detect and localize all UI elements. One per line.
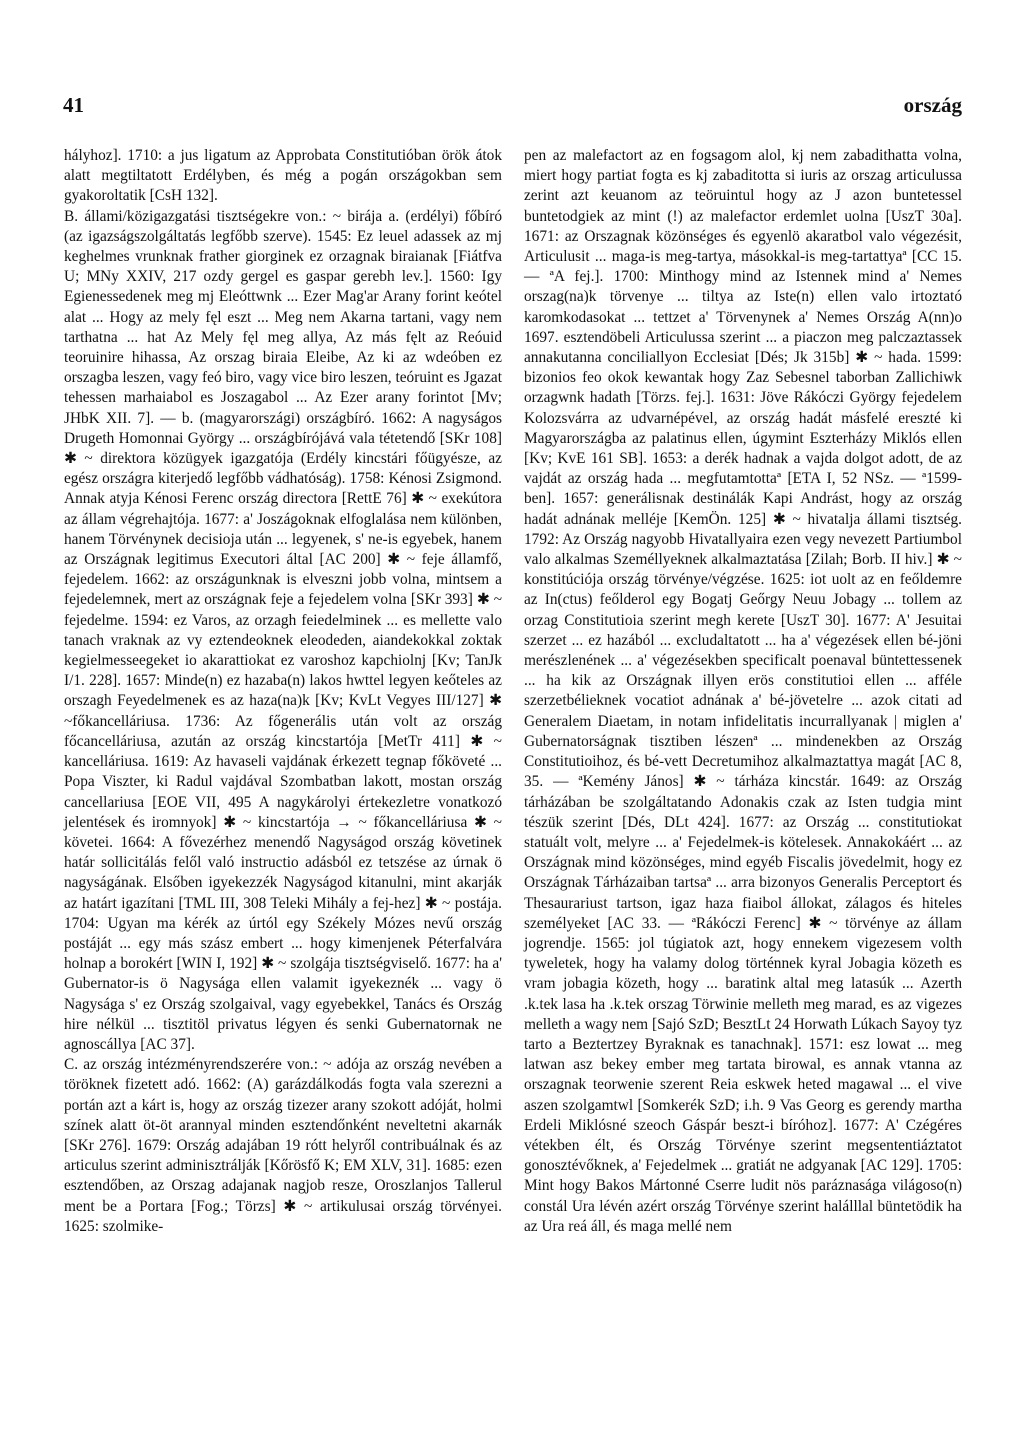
entry-paragraph: C. az ország intézményrendszerére von.: ~ adója az ország nevében a töröknek fizetett adó. 1662: (A) garázdálkodás fogta vala szerezni a portán azt a kárt is, hogy az ország tizezer arany szokott adóját, holmi színek alatt öt-öt arannyal minden esztendőnként neveltetni akarnák [SKr 276]. 1679: Ország adajában 19 rótt helyről contribuálnak és az articulus szerint adminisztrálják [Kőrösfő K; EM XLV, 31]. 1685: ezen esztendőben, az Orszag adajanak nagjob resze, Oroszlanjos Tallerul ment be a Portara [Fog.; Törzs] ✱ ~ artikulusai ország törvényei. 1625: szolmike-	[64, 1056, 502, 1235]
entry-paragraph: hályhoz]. 1710: a jus ligatum az Approbata Constitutióban örök átok alatt megtiltatott Erdélyben, és még a pogán országokban sem gyakoroltatik [CsH 132].	[64, 147, 502, 205]
left-column	[64, 146, 502, 1237]
entry-paragraph: pen az malefactort az en fogsagom alol, kj nem zabadithatta volna, miert hogy partiat fogta es kj zabaditotta si iuris az orszag articulussa zerint azt keuanom az teöruintul hogy az J azon buntetessel buntetodgiek az mint (!) az malefactor erdemlet uolna [UszT 30a]. 1671: az Orszagnak közönséges és egyenlö akaratbol valo végezésit, Articulusit ... maga-is meg-tartya, másokkal-is meg-tartattyaª [CC 15. — ªA fej.]. 1700: Minthogy mind az Istennek mind a' Nemes orszag(na)k törvenye ... tiltya az Iste(n) ellen valo irtoztató karomkodasokat ... tettzet a' Törvenynek a' Nemes Ország A(nn)o 1697. esztendöbeli Articulussa szerint ... a piaczon meg palczaztassek annakutanna conciliallyon Ecclesiat [Dés; Jk 315b] ✱ ~ hada. 1599: bizonios feo okok kewantak hogy Zaz Sebesnel taborban Zallichiwk orzagwnk hadath [Törzs. fej.]. 1631: Jöve Rákóczi György fejedelem Kolozsvárra az udvarnépével, az ország hadát másfelé ereszté ki Magyarországba az palatinus ellen, úgymint Eszterházy Miklós ellen [Kv; KvE 161 SB]. 1653: a derék hadnak a vajda dolgot adott, de az vajdát az ország hada ... megfutamtottaª [ETA I, 52 NSz. — ª1599-ben]. 1657: generálisnak destinálák Kapi Andrást, hogy az ország hadát adnának melléje [KemÖn. 125] ✱ ~ hivatalja állami tisztség. 1792: Az Ország nagyobb Hivatallyaira ezen vegy nevezett Partiumbol valo alkalmas Személlyeknek alkalmaztatása [Zilah; Borb. II hiv.] ✱ ~ konstitúciója ország törvénye/végzése. 1625: iot uolt az en feőldemre az In(ctus) feőlderol egy Bogatj Geőrgy Neuu Jobagy ... tollem az orzag Constitutioia szerint megh kerete [UszT 30]. 1677: A' Jesuitai szerzet ... ez hazából ... excludaltatott ... ha a' végezések ellen bé-jöni merészlenének ... a' végezésekben specificalt poenaval büntettessenek ... ha kik az Országnak illyen erös constitutioi ellen ... afféle szerzetbélieknek vocatiot adnának a' bé-jövetelre ... azok citati ad Generalem Diaetam, in notam infidelitatis incurrallyanak | miglen a' Gubernatorságnak tisztiben lészenª ... mindenekben az Ország Constitutioihoz, és bé-vett Decretumihoz alkalmaztattya magát [AC 8, 35. — ªKemény János] ✱ ~ tárháza kincstár. 1649: az Ország tárházában be szolgáltatando Adonakis czak az Isten tudgia mint tészük szerint [Dés, DLt 424]. 1677: az Ország ... constitutiokat statuált volt, melyre ... a' Fejedelmek-is kötelesek. Annakokáért ... az Országnak mind közönséges, mind egyéb Fiscalis jövedelmit, hogy ez Országnak Tárházaiban tartsaª ... arra bizonyos Generalis Perceptort és Thesaurariust tartson, igaz haza fiaibol állokat, zálagos és hiteles személyeket [AC 33. — ªRákóczi Ferenc] ✱ ~ törvénye az állam jogrendje. 1565: jol túgiatok azt, hogy ennekem vigezesem volth tyweletek, hogy ha valamy dolog történnek kyral Jobagia közeth es vram jobagia közeth, hogy ... baratink altal meg latasúk ... Azerth .k.tek lasa ha .k.tek orszag Törwinie melleth meg marad, es az vigezes melleth a wagy nem [Sajó SzD; BesztLt 24 Horwath Lúkach Sayoy tyz tarto a Beztertzey Byraknak es tanachnak]. 1571: esz lowat ... meg latwan asz bekey ember meg tartata birowal, es annak vtanna az orszagnak teorwenie szerent Reia eskwek heted magawal ... el vive aszen szolgamtwl [Somkerék SzD; i.h. 9 Vas Georg es gerendy martha Erdeli Miklósné szeoch Gáspár beszt-i bíróhoz]. 1677: A' Czégéres vétekben élt, és Ország Törvénye szerint megsententiáztatot gonosztévőknek, a' Fejedelmek ... gratiát ne adgyanak [AC 129]. 1705: Mint hogy Bakos Mártonné Cserre ludit nös paráznasága világoso(n) constál Ura lévén azért ország Törvénye szerint halálllal büntetödik ha az Ura reá áll, és maga mellé nem	[524, 147, 962, 1235]
page-number: 41	[63, 93, 84, 117]
running-headword: ország	[903, 93, 962, 117]
entry-paragraph: B. állami/közigazgatási tisztségekre von.: ~ birája a. (erdélyi) főbíró (az igazságszolgáltatás legfőbb szerve). 1545: Ez leuel adassek az mj keghelmes vrunknak frather giorginek ez orzagnak biraianak [Fiátfva U; MNy XXIV, 217 ozdy gergel es gaspar gerebh lev.]. 1560: Igy Egienessedenek meg mj Eleóttwnk ... Ezer Mag'ar Arany forint keótel alat ... Hogy az mely fęl eszt ... Meg nem Akarna tartani, vagy nem tarthatna ... hat Az Mely fęl meg allya, Az más fęlt az Reóuid teoruinire hihassa, Az orszag biraia Eleibe, Az ki az wdeóben ez orszagba leszen, vagy feó biro, vagy vice biro leszen, teóruint es Jgazat tehessen marhaiabol es Joszagabol ... Az Ezer arany forintot [Mv; JHbK XII. 7]. — b. (magyarországi) országbíró. 1662: A nagyságos Drugeth Homonnai György ... országbírójává vala tétetendő [SKr 108] ✱ ~ direktora közügyek igazgatója (Erdély kincstári főügyésze, az egész országra kiterjedő legfőbb vádhatóság). 1758: Kénosi Zsigmond. Annak atyja Kénosi Ferenc ország directora [RettE 76] ✱ ~ exekútora az állam végrehajtója. 1677: a' Joszágoknak elfoglalása nem különben, hanem Törvénynek decisioja után ... legyenek, s' ne-is egyebek, hanem az Országnak legitimus Executori által [AC 200] ✱ ~ feje államfő, fejedelem. 1662: az országunknak is elveszni jobb volna, mintsem a fejedelemnek, mert az országnak feje a fejedelem volna [SKr 393] ✱ ~ fejedelme. 1594: ez Varos, az orzagh feiedelminek ... es mellette valo tanach vraknak az vy eztendeoknek eleodeden, aiandekokkal zoktak kegielmesseegeket io akarattiokat ez varoshoz kapchiolnj [Kv; TanJk I/1. 228]. 1657: Minde(n) ez hazaba(n) lakos hwttel legyen keőteles az orszagh Feyedelmenek es az haza(na)k [Kv; KvLt Vegyes III/127] ✱ ~főkancelláriusa. 1736: Az főgenerális után volt az ország főcancelláriusa, azután az ország kincstartója [MetTr 411] ✱ ~ kancelláriusa. 1619: Az havaseli vajdának érkezett tegnap főköveté ... Popa Viszter, ki Radul vajdával Szombatban lakott, mostan ország cancellariusa [EOE VII, 495 A nagykárolyi értekezletre vonatkozó jelentések és iromnyok] ✱ ~ kincstartója → ~ főkancelláriusa ✱ ~ követei. 1664: A fővezérhez menendő Nagyságod ország követinek határ sollicitálás felől való instructio adásból ez tetszése az úrnak ö nagyságának. Elsőben igyekezzék Nagyságod kitanulni, mint akarják az határt igazítani [TML III, 308 Teleki Mihály a fej-hez] ✱ ~ postája. 1704: Ugyan ma kérék az úrtól egy Székely Mózes nevű ország postáját ... egy más szász embert ... hogy kimenjenek Péterfalvára holnap a borokért [WIN I, 192] ✱ ~ szolgája tisztségviselő. 1677: ha a' Gubernator-is ö Nagysága ellen valamit igyekeznék ... vagy ö Nagysága s' ez Ország szolgaival, vagy egyebekkel, Tanács és Ország hire nélkül ... tisztitöl privatus légyen és senki Gubernatornak ne agnoscállya [AC 37].	[64, 207, 502, 1053]
right-column	[524, 146, 962, 1237]
